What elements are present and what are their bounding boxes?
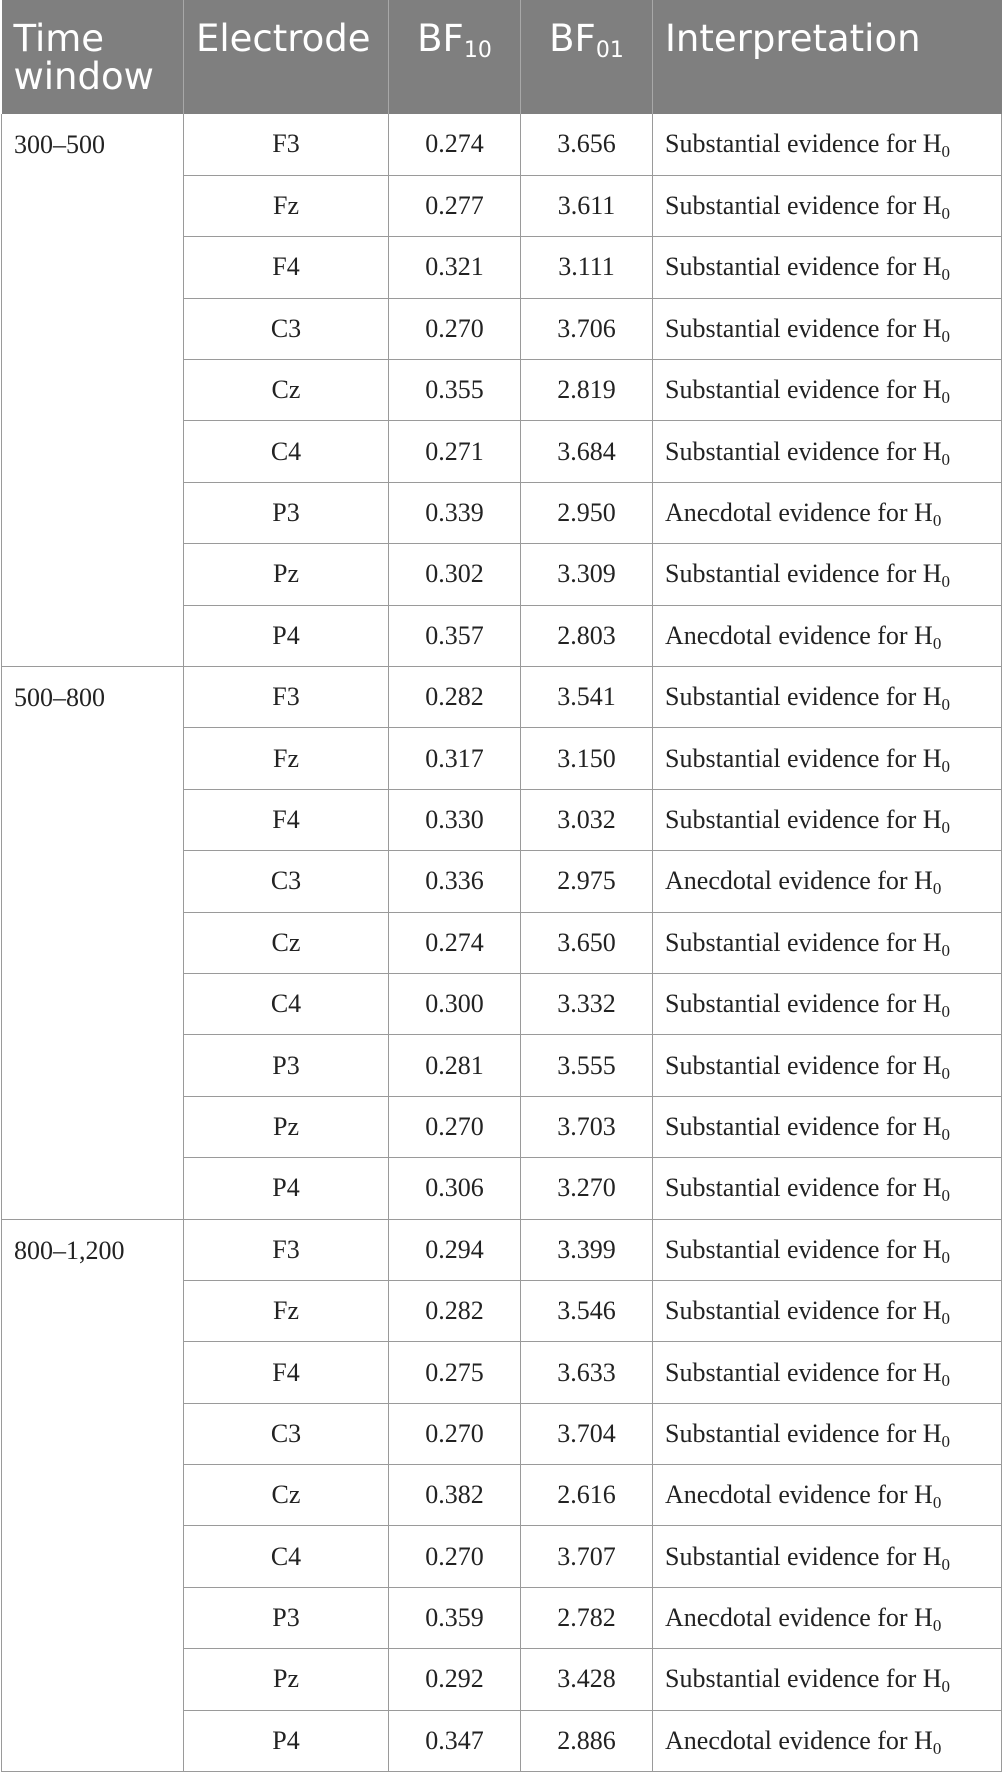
interpretation-text: Substantial evidence for H <box>665 252 942 282</box>
electrode-cell: F3 <box>184 667 389 728</box>
bf10-cell: 0.339 <box>389 482 521 543</box>
interpretation-subscript: 0 <box>941 940 951 960</box>
bayes-factor-table <box>1 0 1002 1772</box>
electrode-cell: Fz <box>184 175 389 236</box>
electrode-cell: F3 <box>184 1219 389 1280</box>
interpretation-text: Substantial evidence for H <box>665 1050 942 1080</box>
interpretation-subscript: 0 <box>941 449 951 469</box>
interpretation-cell <box>653 482 1002 543</box>
bf01-cell: 3.684 <box>521 421 653 482</box>
bf10-cell: 0.300 <box>389 973 521 1034</box>
bf10-cell: 0.270 <box>389 298 521 359</box>
bf10-cell: 0.274 <box>389 912 521 973</box>
interpretation-cell <box>653 1280 1002 1341</box>
interpretation-text: Substantial evidence for H <box>665 743 942 773</box>
bf01-cell: 3.704 <box>521 1403 653 1464</box>
bf10-cell: 0.271 <box>389 421 521 482</box>
interpretation-subscript: 0 <box>941 326 951 346</box>
interpretation-text: Substantial evidence for H <box>665 313 942 343</box>
electrode-cell: Pz <box>184 1649 389 1710</box>
interpretation-subscript: 0 <box>941 572 951 592</box>
bf10-cell: 0.302 <box>389 544 521 605</box>
interpretation-text: Substantial evidence for H <box>665 375 942 405</box>
time-window-cell: 300–500 <box>2 114 184 667</box>
electrode-cell: Cz <box>184 1465 389 1526</box>
interpretation-subscript: 0 <box>941 388 951 408</box>
table-row <box>2 667 1002 728</box>
interpretation-subscript: 0 <box>941 1677 951 1697</box>
interpretation-cell <box>653 1403 1002 1464</box>
bf10-cell: 0.294 <box>389 1219 521 1280</box>
bf01-cell: 3.611 <box>521 175 653 236</box>
electrode-cell: P4 <box>184 1158 389 1219</box>
bf10-cell: 0.317 <box>389 728 521 789</box>
interpretation-cell <box>653 1649 1002 1710</box>
interpretation-text: Substantial evidence for H <box>665 1296 942 1326</box>
interpretation-text: Substantial evidence for H <box>665 1418 942 1448</box>
interpretation-text: Substantial evidence for H <box>665 436 942 466</box>
bf01-cell: 3.309 <box>521 544 653 605</box>
header-row <box>2 0 1002 114</box>
interpretation-text: Anecdotal evidence for H <box>665 866 933 896</box>
header-electrode: Electrode <box>184 0 389 114</box>
table-header <box>2 0 1002 114</box>
bf10-cell: 0.292 <box>389 1649 521 1710</box>
interpretation-cell <box>653 360 1002 421</box>
interpretation-cell <box>653 973 1002 1034</box>
electrode-cell: Fz <box>184 1280 389 1341</box>
header-bf10-base: BF <box>417 17 464 60</box>
time-window-cell: 800–1,200 <box>2 1219 184 1772</box>
interpretation-text: Substantial evidence for H <box>665 129 942 159</box>
interpretation-cell <box>653 605 1002 666</box>
interpretation-text: Substantial evidence for H <box>665 1541 942 1571</box>
interpretation-cell <box>653 912 1002 973</box>
interpretation-cell <box>653 667 1002 728</box>
electrode-cell: F3 <box>184 114 389 175</box>
bf01-cell: 3.633 <box>521 1342 653 1403</box>
electrode-cell: P4 <box>184 1710 389 1771</box>
interpretation-cell <box>653 1096 1002 1157</box>
interpretation-cell <box>653 421 1002 482</box>
bf01-cell: 2.803 <box>521 605 653 666</box>
electrode-cell: Cz <box>184 912 389 973</box>
bf01-cell: 3.650 <box>521 912 653 973</box>
header-bf10-sub: 10 <box>463 38 492 63</box>
interpretation-subscript: 0 <box>941 1247 951 1267</box>
table-row <box>2 114 1002 175</box>
interpretation-cell <box>653 1526 1002 1587</box>
bf10-cell: 0.275 <box>389 1342 521 1403</box>
bf01-cell: 3.555 <box>521 1035 653 1096</box>
interpretation-subscript: 0 <box>941 1002 951 1022</box>
bf10-cell: 0.281 <box>389 1035 521 1096</box>
interpretation-subscript: 0 <box>932 1616 942 1636</box>
electrode-cell: C4 <box>184 1526 389 1587</box>
bf10-cell: 0.382 <box>389 1465 521 1526</box>
electrode-cell: C3 <box>184 298 389 359</box>
interpretation-subscript: 0 <box>941 1186 951 1206</box>
time-window-cell: 500–800 <box>2 667 184 1220</box>
bf01-cell: 3.546 <box>521 1280 653 1341</box>
interpretation-subscript: 0 <box>941 204 951 224</box>
interpretation-cell <box>653 544 1002 605</box>
bf01-cell: 2.886 <box>521 1710 653 1771</box>
interpretation-text: Anecdotal evidence for H <box>665 620 933 650</box>
interpretation-text: Substantial evidence for H <box>665 1173 942 1203</box>
interpretation-subscript: 0 <box>941 756 951 776</box>
interpretation-cell <box>653 114 1002 175</box>
electrode-cell: C4 <box>184 973 389 1034</box>
interpretation-subscript: 0 <box>941 142 951 162</box>
bf01-cell: 3.428 <box>521 1649 653 1710</box>
interpretation-text: Substantial evidence for H <box>665 191 942 221</box>
interpretation-text: Anecdotal evidence for H <box>665 1480 933 1510</box>
interpretation-text: Substantial evidence for H <box>665 1357 942 1387</box>
bf10-cell: 0.336 <box>389 851 521 912</box>
interpretation-cell <box>653 1710 1002 1771</box>
interpretation-text: Anecdotal evidence for H <box>665 1603 933 1633</box>
table-row <box>2 1219 1002 1280</box>
electrode-cell: Fz <box>184 728 389 789</box>
electrode-cell: C3 <box>184 851 389 912</box>
bf01-cell: 3.032 <box>521 789 653 850</box>
bf01-cell: 2.782 <box>521 1587 653 1648</box>
bf01-cell: 3.656 <box>521 114 653 175</box>
electrode-cell: F4 <box>184 237 389 298</box>
interpretation-cell <box>653 1219 1002 1280</box>
bf01-cell: 3.399 <box>521 1219 653 1280</box>
interpretation-subscript: 0 <box>932 633 942 653</box>
electrode-cell: P4 <box>184 605 389 666</box>
header-time-window-line2: window <box>13 55 154 98</box>
interpretation-subscript: 0 <box>932 1493 942 1513</box>
interpretation-text: Anecdotal evidence for H <box>665 498 933 528</box>
bf01-cell: 3.703 <box>521 1096 653 1157</box>
electrode-cell: C3 <box>184 1403 389 1464</box>
interpretation-text: Substantial evidence for H <box>665 804 942 834</box>
interpretation-text: Substantial evidence for H <box>665 1664 942 1694</box>
interpretation-cell <box>653 237 1002 298</box>
bf01-cell: 3.706 <box>521 298 653 359</box>
interpretation-cell <box>653 851 1002 912</box>
interpretation-text: Anecdotal evidence for H <box>665 1725 933 1755</box>
bf01-cell: 2.616 <box>521 1465 653 1526</box>
interpretation-subscript: 0 <box>941 695 951 715</box>
bf01-cell: 3.332 <box>521 973 653 1034</box>
header-bf01 <box>521 0 653 114</box>
electrode-cell: P3 <box>184 1035 389 1096</box>
bf10-cell: 0.270 <box>389 1096 521 1157</box>
electrode-cell: F4 <box>184 1342 389 1403</box>
interpretation-cell <box>653 1587 1002 1648</box>
header-bf01-base: BF <box>549 17 596 60</box>
bf10-cell: 0.282 <box>389 1280 521 1341</box>
interpretation-text: Substantial evidence for H <box>665 989 942 1019</box>
interpretation-subscript: 0 <box>941 1554 951 1574</box>
bf01-cell: 2.975 <box>521 851 653 912</box>
bf10-cell: 0.359 <box>389 1587 521 1648</box>
interpretation-text: Substantial evidence for H <box>665 1111 942 1141</box>
electrode-cell: Cz <box>184 360 389 421</box>
electrode-cell: F4 <box>184 789 389 850</box>
electrode-cell: Pz <box>184 544 389 605</box>
header-interpretation: Interpretation <box>653 0 1002 114</box>
interpretation-subscript: 0 <box>941 1124 951 1144</box>
interpretation-text: Substantial evidence for H <box>665 682 942 712</box>
bf01-cell: 3.707 <box>521 1526 653 1587</box>
interpretation-subscript: 0 <box>932 1738 942 1758</box>
interpretation-cell <box>653 728 1002 789</box>
electrode-cell: C4 <box>184 421 389 482</box>
interpretation-text: Substantial evidence for H <box>665 559 942 589</box>
bf10-cell: 0.357 <box>389 605 521 666</box>
electrode-cell: P3 <box>184 482 389 543</box>
interpretation-text: Substantial evidence for H <box>665 1234 942 1264</box>
bf10-cell: 0.347 <box>389 1710 521 1771</box>
bf10-cell: 0.270 <box>389 1403 521 1464</box>
interpretation-subscript: 0 <box>932 879 942 899</box>
bf10-cell: 0.330 <box>389 789 521 850</box>
interpretation-subscript: 0 <box>941 817 951 837</box>
header-bf01-sub: 01 <box>595 38 624 63</box>
bf10-cell: 0.270 <box>389 1526 521 1587</box>
interpretation-cell <box>653 175 1002 236</box>
bf01-cell: 2.950 <box>521 482 653 543</box>
interpretation-cell <box>653 1465 1002 1526</box>
interpretation-cell <box>653 1158 1002 1219</box>
bf10-cell: 0.355 <box>389 360 521 421</box>
bf01-cell: 3.150 <box>521 728 653 789</box>
electrode-cell: Pz <box>184 1096 389 1157</box>
interpretation-cell <box>653 298 1002 359</box>
interpretation-subscript: 0 <box>941 265 951 285</box>
header-time-window <box>2 0 184 114</box>
interpretation-subscript: 0 <box>932 511 942 531</box>
bf10-cell: 0.306 <box>389 1158 521 1219</box>
bf10-cell: 0.277 <box>389 175 521 236</box>
bf01-cell: 3.111 <box>521 237 653 298</box>
table-body <box>2 114 1002 1772</box>
header-bf10 <box>389 0 521 114</box>
interpretation-subscript: 0 <box>941 1370 951 1390</box>
interpretation-cell <box>653 1035 1002 1096</box>
bf01-cell: 2.819 <box>521 360 653 421</box>
interpretation-subscript: 0 <box>941 1063 951 1083</box>
bf10-cell: 0.274 <box>389 114 521 175</box>
electrode-cell: P3 <box>184 1587 389 1648</box>
interpretation-subscript: 0 <box>941 1431 951 1451</box>
bf01-cell: 3.541 <box>521 667 653 728</box>
interpretation-cell <box>653 1342 1002 1403</box>
interpretation-cell <box>653 789 1002 850</box>
bf01-cell: 3.270 <box>521 1158 653 1219</box>
bf10-cell: 0.282 <box>389 667 521 728</box>
header-time-window-line1: Time <box>13 17 105 60</box>
bf10-cell: 0.321 <box>389 237 521 298</box>
interpretation-subscript: 0 <box>941 1309 951 1329</box>
interpretation-text: Substantial evidence for H <box>665 927 942 957</box>
